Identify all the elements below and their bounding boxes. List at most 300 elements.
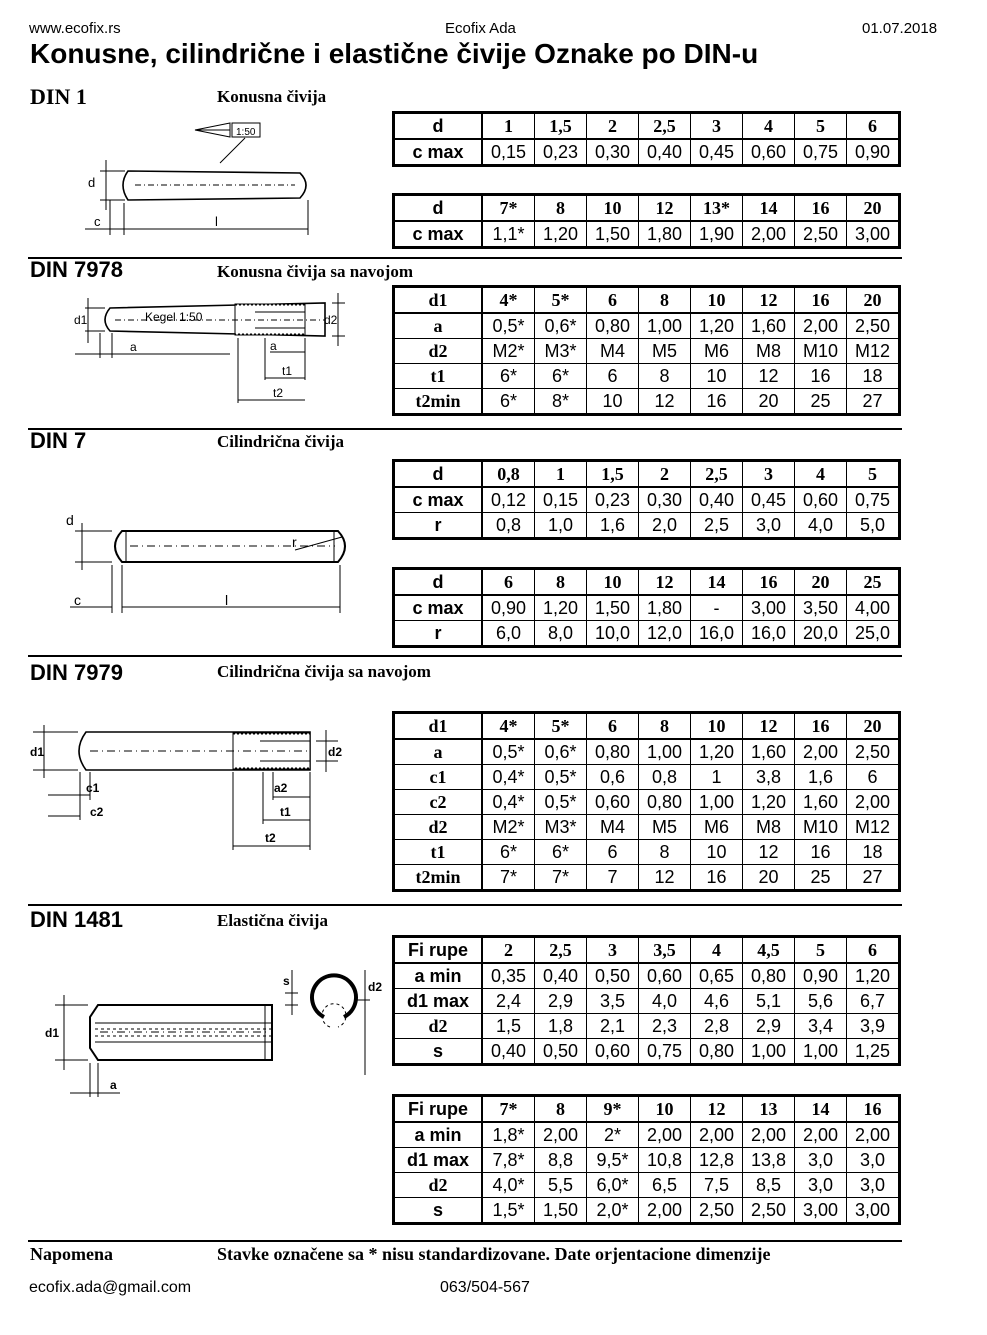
- column-header: 10: [587, 569, 639, 596]
- column-header: 5*: [535, 713, 587, 740]
- table-cell: 2,1: [587, 1014, 639, 1039]
- din7-name: Cilindrična čivija: [217, 432, 345, 451]
- column-header: 8: [639, 287, 691, 314]
- table-cell: 16,0: [743, 621, 795, 647]
- din7978-drawing: [70, 288, 360, 413]
- column-header: 4*: [482, 713, 535, 740]
- table-cell: 1,20: [535, 221, 587, 248]
- din1481-d2-label: d2: [368, 980, 383, 994]
- column-header: 2: [639, 461, 691, 488]
- table-cell: 1,80: [639, 221, 691, 248]
- column-header: 20: [847, 287, 900, 314]
- table-cell: 0,4*: [482, 765, 535, 790]
- row-label: s: [394, 1198, 483, 1224]
- table-cell: 10,0: [587, 621, 639, 647]
- din1481-name: Elastična čivija: [217, 911, 328, 930]
- table-cell: M4: [587, 815, 639, 840]
- divider: [28, 1240, 902, 1242]
- table-cell: 16: [795, 364, 847, 389]
- table-cell: 4,6: [691, 989, 743, 1014]
- table-cell: 0,12: [482, 487, 535, 513]
- column-header: 16: [795, 713, 847, 740]
- table-cell: 0,80: [743, 963, 795, 989]
- column-header: 16: [743, 569, 795, 596]
- table-cell: 6*: [535, 364, 587, 389]
- table-row: [394, 487, 900, 513]
- table-cell: 3,5: [587, 989, 639, 1014]
- column-header: 14: [691, 569, 743, 596]
- table-cell: 0,45: [743, 487, 795, 513]
- table-cell: 2*: [587, 1122, 639, 1148]
- din1-table-2: [392, 193, 901, 249]
- table-cell: 0,60: [639, 963, 691, 989]
- table-cell: 0,40: [639, 139, 691, 166]
- table-cell: 2,00: [743, 221, 795, 248]
- din7978-kegel-label: Kegel 1:50: [145, 310, 203, 324]
- table-header-row: [394, 937, 900, 964]
- row-label: r: [394, 513, 483, 539]
- table-cell: 6: [587, 840, 639, 865]
- table-cell: 5,1: [743, 989, 795, 1014]
- table-cell: M8: [743, 815, 795, 840]
- row-label: c1: [394, 765, 483, 790]
- table-cell: 8: [639, 364, 691, 389]
- table-row: [394, 1039, 900, 1065]
- table-cell: 0,4*: [482, 790, 535, 815]
- column-header: 12: [639, 569, 691, 596]
- row-label: d2: [394, 1173, 483, 1198]
- table-cell: 4,0: [795, 513, 847, 539]
- din7-table-2: [392, 567, 901, 648]
- table-row: [394, 815, 900, 840]
- table-cell: 3,0: [795, 1173, 847, 1198]
- table-header-row: [394, 1096, 900, 1123]
- table-cell: 2,3: [639, 1014, 691, 1039]
- table-cell: 0,15: [482, 139, 535, 166]
- table-cell: 2,00: [795, 739, 847, 765]
- row-label: Fi rupe: [394, 1096, 483, 1123]
- column-header: 5*: [535, 287, 587, 314]
- column-header: 6: [847, 113, 900, 140]
- table-cell: 8,0: [535, 621, 587, 647]
- table-cell: 20,0: [795, 621, 847, 647]
- table-cell: 6*: [482, 389, 535, 415]
- table-header-row: [394, 113, 900, 140]
- table-cell: 3,0: [847, 1173, 900, 1198]
- row-label: a min: [394, 963, 483, 989]
- table-cell: 1,5*: [482, 1198, 535, 1224]
- column-header: 5: [795, 937, 847, 964]
- table-cell: 2,5: [691, 513, 743, 539]
- column-header: 25: [847, 569, 900, 596]
- din1481-s-label: s: [283, 974, 290, 988]
- column-header: 7*: [482, 1096, 535, 1123]
- din1-table-1: [392, 111, 901, 167]
- table-cell: 12,0: [639, 621, 691, 647]
- column-header: 8: [535, 195, 587, 222]
- column-header: 16: [795, 195, 847, 222]
- din7978-a-label-left: a: [130, 340, 137, 354]
- row-label: d: [394, 569, 483, 596]
- column-header: 20: [795, 569, 847, 596]
- table-cell: 0,5*: [482, 739, 535, 765]
- row-label: d: [394, 195, 483, 222]
- din1-name: Konusna čivija: [217, 87, 327, 106]
- table-row: [394, 595, 900, 621]
- table-cell: 0,65: [691, 963, 743, 989]
- table-row: [394, 221, 900, 248]
- din1-d-label: d: [88, 175, 96, 190]
- table-cell: 1,8*: [482, 1122, 535, 1148]
- table-cell: 7,8*: [482, 1148, 535, 1173]
- din1-code: DIN 1: [30, 84, 87, 109]
- table-cell: 1,00: [639, 739, 691, 765]
- table-cell: 0,8: [482, 513, 535, 539]
- table-cell: 12: [639, 865, 691, 891]
- din1-l-label: l: [215, 214, 218, 229]
- column-header: 4*: [482, 287, 535, 314]
- din7-drawing: [60, 495, 360, 625]
- table-cell: 1,6: [795, 765, 847, 790]
- table-cell: 0,90: [795, 963, 847, 989]
- table-cell: M3*: [535, 815, 587, 840]
- row-label: c2: [394, 790, 483, 815]
- column-header: 8: [535, 569, 587, 596]
- din7979-t2-label: t2: [265, 831, 276, 845]
- table-cell: 8,8: [535, 1148, 587, 1173]
- table-cell: 6: [847, 765, 900, 790]
- table-cell: 6,0: [482, 621, 535, 647]
- table-cell: 6: [587, 364, 639, 389]
- table-cell: 7: [587, 865, 639, 891]
- column-header: 16: [795, 287, 847, 314]
- row-label: t1: [394, 840, 483, 865]
- row-label: a: [394, 739, 483, 765]
- table-cell: 1,8: [535, 1014, 587, 1039]
- table-cell: 16: [691, 865, 743, 891]
- column-header: 14: [743, 195, 795, 222]
- row-label: c max: [394, 139, 483, 166]
- table-cell: 0,50: [535, 1039, 587, 1065]
- table-cell: 1: [691, 765, 743, 790]
- din7979-t1-label: t1: [280, 805, 291, 819]
- table-cell: 0,80: [691, 1039, 743, 1065]
- column-header: 4: [795, 461, 847, 488]
- table-cell: M12: [847, 339, 900, 364]
- table-cell: 2,00: [847, 790, 900, 815]
- column-header: 1,5: [535, 113, 587, 140]
- table-cell: 2,9: [743, 1014, 795, 1039]
- table-cell: 5,5: [535, 1173, 587, 1198]
- column-header: 2: [587, 113, 639, 140]
- column-header: 1: [535, 461, 587, 488]
- website-url[interactable]: www.ecofix.rs: [29, 20, 121, 37]
- din1481-table-2: [392, 1094, 901, 1225]
- column-header: 5: [795, 113, 847, 140]
- table-cell: 0,5*: [535, 765, 587, 790]
- din1-drawing: [80, 115, 320, 240]
- row-label: d2: [394, 815, 483, 840]
- table-cell: 1,20: [691, 739, 743, 765]
- table-row: [394, 1173, 900, 1198]
- table-cell: 1,6: [587, 513, 639, 539]
- table-cell: 1,00: [639, 313, 691, 339]
- table-cell: 2,50: [795, 221, 847, 248]
- table-header-row: [394, 569, 900, 596]
- column-header: 2,5: [535, 937, 587, 964]
- table-cell: 2,0*: [587, 1198, 639, 1224]
- table-cell: 2,00: [847, 1122, 900, 1148]
- column-header: 7*: [482, 195, 535, 222]
- column-header: 1: [482, 113, 535, 140]
- row-label: a min: [394, 1122, 483, 1148]
- column-header: 4,5: [743, 937, 795, 964]
- table-cell: 0,30: [639, 487, 691, 513]
- table-row: [394, 313, 900, 339]
- table-cell: 2,00: [691, 1122, 743, 1148]
- table-cell: 0,30: [587, 139, 639, 166]
- row-label: d: [394, 113, 483, 140]
- din7979-code: DIN 7979: [30, 660, 123, 685]
- table-row: [394, 1014, 900, 1039]
- table-cell: 0,5*: [482, 313, 535, 339]
- table-row: [394, 739, 900, 765]
- din7-table-1: [392, 459, 901, 540]
- table-cell: 2,9: [535, 989, 587, 1014]
- table-cell: 2,4: [482, 989, 535, 1014]
- column-header: 3,5: [639, 937, 691, 964]
- table-cell: 10: [587, 389, 639, 415]
- table-cell: 16: [795, 840, 847, 865]
- divider: [28, 655, 902, 657]
- table-cell: 12: [743, 840, 795, 865]
- table-cell: 0,40: [535, 963, 587, 989]
- table-cell: 1,00: [795, 1039, 847, 1065]
- din1481-a-label: a: [110, 1078, 117, 1092]
- table-cell: 7*: [482, 865, 535, 891]
- table-cell: M6: [691, 339, 743, 364]
- row-label: Fi rupe: [394, 937, 483, 964]
- table-cell: M5: [639, 339, 691, 364]
- column-header: 10: [691, 287, 743, 314]
- table-cell: 7,5: [691, 1173, 743, 1198]
- din1481-d1-label: d1: [45, 1026, 60, 1040]
- table-cell: 6,7: [847, 989, 900, 1014]
- table-cell: 0,60: [587, 790, 639, 815]
- column-header: 1,5: [587, 461, 639, 488]
- table-cell: 8*: [535, 389, 587, 415]
- table-cell: 1,5: [482, 1014, 535, 1039]
- table-cell: 10,8: [639, 1148, 691, 1173]
- table-cell: 0,80: [587, 313, 639, 339]
- din7978-a-label-right: a: [270, 339, 277, 353]
- footer-phone: 063/504-567: [440, 1279, 530, 1296]
- table-cell: 0,60: [795, 487, 847, 513]
- row-label: s: [394, 1039, 483, 1065]
- table-cell: 0,15: [535, 487, 587, 513]
- table-cell: M10: [795, 815, 847, 840]
- table-row: [394, 1198, 900, 1224]
- table-cell: 0,40: [482, 1039, 535, 1065]
- table-header-row: [394, 713, 900, 740]
- table-cell: 6*: [482, 364, 535, 389]
- row-label: d1 max: [394, 1148, 483, 1173]
- din7978-d2-label: d2: [324, 313, 338, 327]
- column-header: 3: [691, 113, 743, 140]
- column-header: 2: [482, 937, 535, 964]
- table-cell: -: [691, 595, 743, 621]
- table-cell: 0,6*: [535, 313, 587, 339]
- table-cell: M6: [691, 815, 743, 840]
- column-header: 20: [847, 713, 900, 740]
- din1481-table-1: [392, 935, 901, 1066]
- note-text: Stavke označene sa * nisu standardizovane. Date orjentacione dimenzije: [217, 1244, 771, 1264]
- column-header: 14: [795, 1096, 847, 1123]
- din7-code: DIN 7: [30, 428, 87, 453]
- column-header: 3: [743, 461, 795, 488]
- table-cell: 3,0: [847, 1148, 900, 1173]
- table-row: [394, 1148, 900, 1173]
- table-cell: 1,90: [691, 221, 743, 248]
- table-cell: 27: [847, 865, 900, 891]
- table-cell: 2,0: [639, 513, 691, 539]
- table-row: [394, 389, 900, 415]
- column-header: 5: [847, 461, 900, 488]
- column-header: 12: [743, 287, 795, 314]
- table-cell: 8: [639, 840, 691, 865]
- table-cell: 1,50: [587, 595, 639, 621]
- table-cell: 0,75: [847, 487, 900, 513]
- table-cell: 0,40: [691, 487, 743, 513]
- table-cell: 3,0: [743, 513, 795, 539]
- table-cell: 0,90: [847, 139, 900, 166]
- column-header: 10: [587, 195, 639, 222]
- column-header: 12: [743, 713, 795, 740]
- table-cell: 1,20: [847, 963, 900, 989]
- table-cell: 4,0*: [482, 1173, 535, 1198]
- table-cell: 0,80: [587, 739, 639, 765]
- din1-taper-label: 1:50: [236, 127, 256, 138]
- column-header: 13*: [691, 195, 743, 222]
- row-label: t2min: [394, 389, 483, 415]
- table-cell: 1,25: [847, 1039, 900, 1065]
- table-cell: 3,00: [743, 595, 795, 621]
- column-header: 13: [743, 1096, 795, 1123]
- table-cell: 25: [795, 389, 847, 415]
- table-row: [394, 621, 900, 647]
- table-row: [394, 963, 900, 989]
- row-label: c max: [394, 487, 483, 513]
- table-cell: M10: [795, 339, 847, 364]
- column-header: 12: [639, 195, 691, 222]
- note-label: Napomena: [30, 1244, 114, 1264]
- column-header: 6: [847, 937, 900, 964]
- table-cell: 12,8: [691, 1148, 743, 1173]
- table-cell: 2,00: [795, 313, 847, 339]
- table-cell: 1,00: [743, 1039, 795, 1065]
- table-header-row: [394, 461, 900, 488]
- row-label: d: [394, 461, 483, 488]
- row-label: d2: [394, 1014, 483, 1039]
- table-row: [394, 339, 900, 364]
- table-cell: 0,50: [587, 963, 639, 989]
- din7978-d1-label: d1: [74, 313, 88, 327]
- table-cell: 1,50: [587, 221, 639, 248]
- divider: [28, 428, 902, 430]
- table-cell: 2,00: [639, 1122, 691, 1148]
- table-cell: 0,75: [639, 1039, 691, 1065]
- page-title: Konusne, cilindrične i elastične čivije Oznake po DIN-u: [30, 38, 759, 69]
- table-cell: 5,6: [795, 989, 847, 1014]
- table-cell: 3,9: [847, 1014, 900, 1039]
- din7978-t2-label: t2: [273, 386, 284, 400]
- table-cell: 16,0: [691, 621, 743, 647]
- document-date: 01.07.2018: [862, 20, 938, 37]
- company-name: Ecofix Ada: [445, 20, 516, 37]
- row-label: d1: [394, 713, 483, 740]
- table-row: [394, 1122, 900, 1148]
- table-row: [394, 364, 900, 389]
- table-cell: M4: [587, 339, 639, 364]
- table-cell: 0,80: [639, 790, 691, 815]
- table-cell: 10: [691, 364, 743, 389]
- table-cell: 1,00: [691, 790, 743, 815]
- din7-d-label: d: [66, 512, 74, 528]
- table-cell: 3,50: [795, 595, 847, 621]
- table-cell: M5: [639, 815, 691, 840]
- table-cell: 6,5: [639, 1173, 691, 1198]
- column-header: 2,5: [691, 461, 743, 488]
- column-header: 6: [587, 713, 639, 740]
- table-cell: 2,8: [691, 1014, 743, 1039]
- row-label: r: [394, 621, 483, 647]
- row-label: d1 max: [394, 989, 483, 1014]
- table-cell: 3,4: [795, 1014, 847, 1039]
- table-cell: 27: [847, 389, 900, 415]
- table-cell: 12: [639, 389, 691, 415]
- table-cell: 7*: [535, 865, 587, 891]
- table-cell: 20: [743, 389, 795, 415]
- table-cell: 2,50: [847, 739, 900, 765]
- table-cell: 2,00: [795, 1122, 847, 1148]
- din7979-c2-label: c2: [90, 805, 104, 819]
- table-cell: 9,5*: [587, 1148, 639, 1173]
- row-label: d1: [394, 287, 483, 314]
- column-header: 10: [639, 1096, 691, 1123]
- din1-c-label: c: [94, 214, 101, 229]
- column-header: 0,8: [482, 461, 535, 488]
- column-header: 2,5: [639, 113, 691, 140]
- table-cell: 0,6: [587, 765, 639, 790]
- table-cell: 1,80: [639, 595, 691, 621]
- table-cell: 12: [743, 364, 795, 389]
- table-cell: 1,20: [743, 790, 795, 815]
- table-cell: 1,20: [691, 313, 743, 339]
- table-header-row: [394, 287, 900, 314]
- table-row: [394, 765, 900, 790]
- din7978-name: Konusna čivija sa navojom: [217, 262, 413, 281]
- column-header: 10: [691, 713, 743, 740]
- column-header: 8: [535, 1096, 587, 1123]
- table-cell: 18: [847, 364, 900, 389]
- table-cell: 0,35: [482, 963, 535, 989]
- table-cell: 2,50: [743, 1198, 795, 1224]
- table-cell: 3,00: [847, 221, 900, 248]
- column-header: 6: [482, 569, 535, 596]
- divider: [28, 904, 902, 906]
- footer-email[interactable]: ecofix.ada@gmail.com: [29, 1279, 192, 1296]
- table-cell: 0,23: [535, 139, 587, 166]
